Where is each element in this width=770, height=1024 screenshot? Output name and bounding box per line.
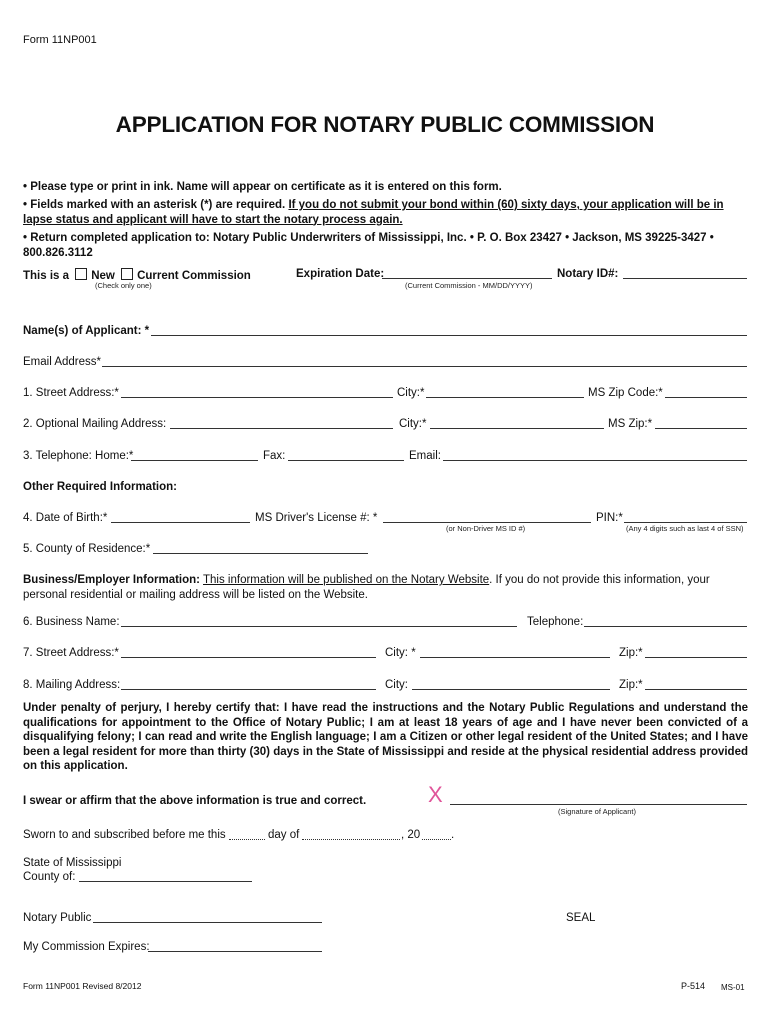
email2-label: Email: bbox=[409, 450, 441, 462]
zip-field[interactable] bbox=[665, 397, 747, 398]
sworn-day-of: day of bbox=[268, 829, 300, 841]
pin-hint: (Any 4 digits such as last 4 of SSN) bbox=[626, 524, 744, 533]
business-telephone-field[interactable] bbox=[584, 626, 747, 627]
sworn-year: , 20 bbox=[401, 829, 421, 841]
telephone-label: 3. Telephone: Home:* bbox=[23, 450, 134, 462]
names-label: Name(s) of Applicant: * bbox=[23, 325, 150, 337]
seal-label: SEAL bbox=[566, 912, 596, 924]
new-checkbox[interactable] bbox=[75, 268, 87, 280]
business-name-field[interactable] bbox=[121, 626, 517, 627]
zip-label: MS Zip Code:* bbox=[588, 387, 663, 399]
commission-expires-field[interactable] bbox=[148, 951, 322, 952]
business-mailing-city-field[interactable] bbox=[412, 689, 610, 690]
expiration-field[interactable] bbox=[382, 278, 552, 279]
city-field[interactable] bbox=[426, 397, 584, 398]
business-street-label: 7. Street Address:* bbox=[23, 647, 119, 659]
check-only-hint: (Check only one) bbox=[95, 281, 152, 290]
license-hint: (or Non-Driver MS ID #) bbox=[446, 524, 526, 533]
pin-field[interactable] bbox=[624, 522, 747, 523]
mailing-city-label: City:* bbox=[399, 418, 427, 430]
business-zip-field[interactable] bbox=[645, 657, 747, 658]
business-mailing-zip-label: Zip:* bbox=[619, 679, 643, 691]
swear-text: I swear or affirm that the above information is true and correct. bbox=[23, 795, 367, 807]
dob-label: 4. Date of Birth:* bbox=[23, 512, 108, 524]
street-field[interactable] bbox=[121, 397, 393, 398]
form-id: Form 11NP001 bbox=[23, 34, 97, 46]
instruction-2: • Fields marked with an asterisk (*) are required. If you do not submit your bond within (60) sixty days, your application will be in lapse status and applicant will have to start the notary process again. bbox=[23, 199, 724, 226]
telephone-field[interactable] bbox=[131, 460, 258, 461]
business-city-field[interactable] bbox=[420, 657, 610, 658]
business-mailing-field[interactable] bbox=[121, 689, 376, 690]
street-label: 1. Street Address:* bbox=[23, 387, 119, 399]
certification-text: Under penalty of perjury, I hereby certify that: I have read the instructions and the Notary Public Regulations and understand the qualifications for appointment to the Office of Notary Public; I am at least 18 years of age and I have never been convicted of a disqualifying felony; I can read and write the English language; I am a Citizen or other legal resident of the United States; and I have been a legal resident for more than thirty (30) days in the State of Mississippi and reside at the physical residential address provided on this application. bbox=[23, 702, 748, 773]
notary-id-field[interactable] bbox=[623, 278, 747, 279]
names-field[interactable] bbox=[151, 335, 747, 336]
sworn-day-field[interactable] bbox=[229, 839, 265, 840]
pin-label: PIN:* bbox=[596, 512, 623, 524]
instruction-3: • Return completed application to: Notary Public Underwriters of Mississippi, Inc. • P. O. Box 23427 • Jackson, MS 39225-3427 • 800.826.3112 bbox=[23, 232, 714, 259]
fax-field[interactable] bbox=[288, 460, 404, 461]
current-commission-checkbox[interactable] bbox=[121, 268, 133, 280]
mailing-label: 2. Optional Mailing Address: bbox=[23, 418, 167, 430]
email2-field[interactable] bbox=[443, 460, 747, 461]
sworn-month-field[interactable] bbox=[302, 839, 400, 840]
email-label: Email Address* bbox=[23, 356, 101, 368]
business-mailing-city-label: City: bbox=[385, 679, 408, 691]
notary-public-label: Notary Public bbox=[23, 912, 92, 924]
expiration-hint: (Current Commission - MM/DD/YYYY) bbox=[405, 281, 533, 290]
county-of-label: County of: bbox=[23, 871, 76, 883]
expiration-label: Expiration Date: bbox=[296, 268, 385, 280]
mailing-zip-field[interactable] bbox=[655, 428, 747, 429]
sworn-prefix: Sworn to and subscribed before me this bbox=[23, 829, 226, 841]
footer-form-revision: Form 11NP001 Revised 8/2012 bbox=[23, 981, 142, 991]
county-of-field[interactable] bbox=[79, 881, 252, 882]
business-info: Business/Employer Information: This information will be published on the Notary Website. If you do not provide this information, your personal residential or mailing address will be listed on the Website. bbox=[23, 574, 710, 601]
mailing-zip-label: MS Zip:* bbox=[608, 418, 653, 430]
footer-ms: MS-01 bbox=[721, 983, 745, 992]
state-label: State of Mississippi bbox=[23, 857, 122, 869]
commission-type: This is a New Current Commission bbox=[23, 270, 251, 282]
business-street-field[interactable] bbox=[121, 657, 376, 658]
footer-code: P-514 bbox=[681, 981, 706, 991]
signature-field[interactable] bbox=[450, 804, 747, 805]
city-label: City:* bbox=[397, 387, 425, 399]
email-field[interactable] bbox=[102, 366, 747, 367]
sworn-period: . bbox=[451, 829, 455, 841]
business-zip-label: Zip:* bbox=[619, 647, 643, 659]
mailing-field[interactable] bbox=[170, 428, 393, 429]
business-mailing-zip-field[interactable] bbox=[645, 689, 747, 690]
business-telephone-label: Telephone: bbox=[527, 616, 584, 628]
other-heading: Other Required Information: bbox=[23, 481, 177, 493]
business-city-label: City: * bbox=[385, 647, 416, 659]
fax-label: Fax: bbox=[263, 450, 286, 462]
notary-public-field[interactable] bbox=[93, 922, 322, 923]
signature-x-mark: X bbox=[428, 782, 443, 807]
commission-expires-label: My Commission Expires: bbox=[23, 941, 150, 953]
notary-id-label: Notary ID#: bbox=[557, 268, 619, 280]
license-label: MS Driver's License #: * bbox=[255, 512, 378, 524]
license-field[interactable] bbox=[383, 522, 591, 523]
instruction-1: • Please type or print in ink. Name will appear on certificate as it is entered on this form. bbox=[23, 181, 502, 193]
business-name-label: 6. Business Name: bbox=[23, 616, 120, 628]
dob-field[interactable] bbox=[111, 522, 250, 523]
signature-hint: (Signature of Applicant) bbox=[558, 807, 636, 816]
sworn-year-field[interactable] bbox=[422, 839, 451, 840]
county-label: 5. County of Residence:* bbox=[23, 543, 151, 555]
page-title: APPLICATION FOR NOTARY PUBLIC COMMISSION bbox=[115, 112, 655, 137]
county-field[interactable] bbox=[153, 553, 368, 554]
business-mailing-label: 8. Mailing Address: bbox=[23, 679, 121, 691]
mailing-city-field[interactable] bbox=[430, 428, 604, 429]
